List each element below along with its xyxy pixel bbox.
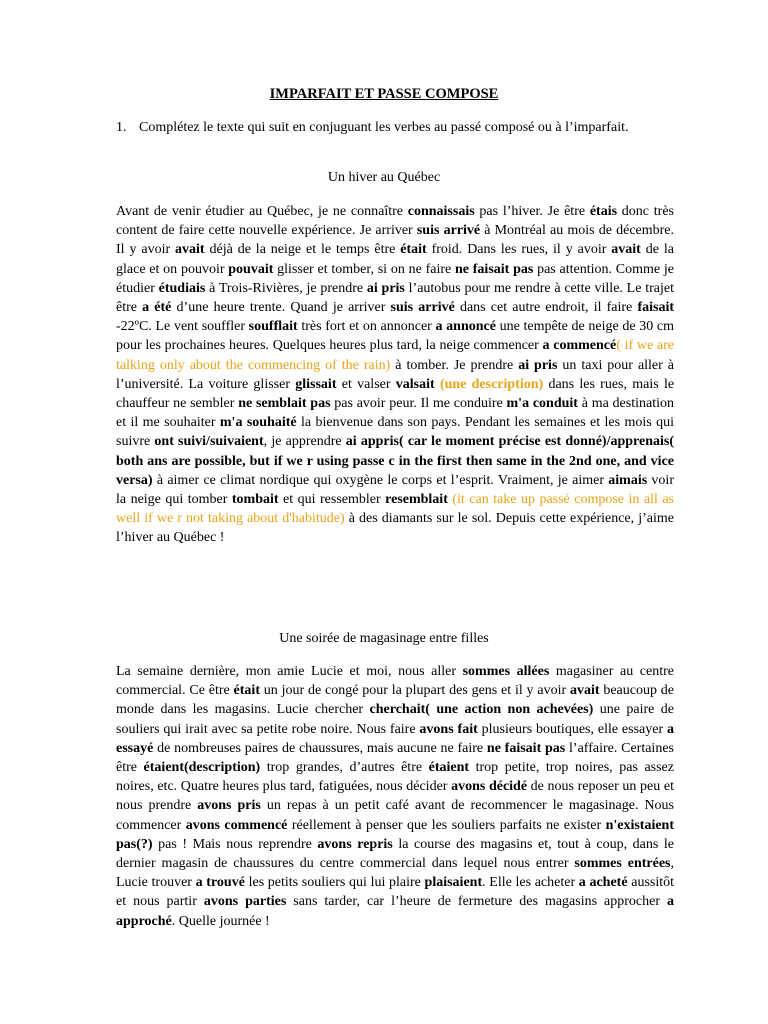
text-run: trop petite, trop noires, pas assez noires, etc. Quatre heures plus tard, fatiguées, nous décider [116, 760, 674, 795]
annotation-run: (une description) [439, 376, 544, 392]
answer-run: a acheté [578, 875, 628, 891]
answer-run: sommes allées [462, 664, 550, 679]
text-run: froid. Dans les rues, il y avoir [426, 242, 612, 258]
text-run: aussitôt et nous partir [116, 875, 675, 910]
text-run: , je apprendre [263, 434, 346, 450]
text-run: et valser [336, 376, 396, 392]
section2-paragraph [116, 662, 674, 931]
text-run: sans tarder, car l’heure de fermeture des magasins approcher [286, 894, 668, 910]
text-run: trop grandes, d’autres être [260, 760, 429, 776]
answer-run: a commencé [542, 338, 617, 354]
text-run: les petits souliers qui lui plaire [244, 875, 425, 891]
answer-run: a trouvé [195, 875, 245, 891]
answer-run: ai pris [366, 280, 405, 296]
instruction-text: Complétez le texte qui suit en conjuguant les verbes au passé composé ou à l’imparfait. [139, 120, 629, 135]
answer-run: ne faisait pas [455, 261, 534, 277]
text-run: beaucoup de monde dans les magasins. Lucie chercher [116, 683, 674, 718]
text-run: magasiner au centre commercial. Ce être [116, 664, 674, 699]
text-run: . Elle les acheter [482, 875, 579, 891]
answer-run: ont suivi/suivaient [154, 434, 264, 450]
answer-run: avait [175, 242, 205, 258]
text-run: plusieurs boutiques, elle essayer [477, 721, 667, 737]
answer-run: était [400, 242, 427, 258]
answer-run: étaient [428, 760, 470, 776]
document-title: IMPARFAIT ET PASSE COMPOSE [269, 86, 499, 102]
text-run: la bienvenue dans son pays. Pendant les semaines et les mois qui suivre [116, 415, 674, 450]
text-run: dans les rues, mais le chauffeur ne sembler [116, 376, 675, 412]
answer-run: pouvait [228, 261, 274, 277]
text-run: très fort et on annoncer [297, 319, 436, 335]
text-run: et qui ressembler [278, 492, 386, 508]
answer-run: avait [569, 683, 600, 699]
answer-run: aimais [608, 472, 648, 488]
answer-run: valsait [395, 376, 435, 392]
instruction-item [116, 118, 656, 137]
text-run: d’une heure trente. Quand je arriver [171, 300, 391, 316]
answer-run: resemblait [385, 492, 448, 508]
text-run: de nous reposer un peu et nous prendre [116, 779, 674, 814]
answer-run: était [233, 683, 260, 699]
answer-run: ai pris [518, 357, 558, 373]
answer-run: suis arrivé [416, 223, 481, 239]
answer-run: soufflait [248, 319, 298, 335]
text-run: une tempête de neige de 30 cm pour les prochaines heures. Quelques heures plus tard, la neige commencer [116, 319, 675, 354]
text-run: pas avoir peur. Il me conduire [330, 396, 507, 412]
answer-run: a essayé [116, 721, 674, 756]
answer-run: avons commencé [185, 817, 288, 833]
text-run: à ma destination et il me souhaiter [116, 396, 674, 431]
text-run: . Quelle journée ! [171, 913, 270, 929]
text-run: l’affaire. Certaines être [116, 740, 674, 776]
text-run: réellement à penser que les souliers parfaits ne exister [287, 817, 606, 833]
text-run: , Lucie trouver [116, 856, 675, 891]
answer-run: glissait [295, 376, 337, 392]
answer-run: avons décidé [451, 779, 528, 795]
annotation-run: (it can take up passé compose in all as well if we r not taking about d'habitude) [116, 492, 675, 527]
text-run: voir la neige qui tomber [116, 472, 674, 508]
answer-run: avons pris [197, 798, 261, 814]
text-run: à aimer ce climat nordique qui oxygène le corps et l’esprit. Vraiment, je aimer [152, 472, 609, 488]
text-run: glisser et tomber, si on ne faire [273, 261, 455, 277]
text-run: dans cet autre endroit, il faire [454, 300, 638, 316]
answer-run: avons repris [317, 836, 393, 852]
answer-run: a annoncé [435, 319, 496, 335]
annotation-run: ( if we are talking only about the commencing of the rain) [116, 338, 674, 373]
answer-run: tombait [231, 492, 279, 508]
text-run: pas l’hiver. Je être [474, 204, 590, 219]
section1-heading: Un hiver au Québec [327, 170, 441, 185]
text-run: à tomber. Je prendre [390, 357, 519, 373]
answer-run: avons parties [203, 894, 287, 910]
answer-run: ne semblait pas [238, 396, 331, 412]
text-run: un jour de congé pour la plupart des gens et il y avoir [259, 683, 570, 699]
text-run: l’autobus pour me rendre à cette ville. Le trajet être [116, 280, 674, 316]
text-run: pas attention. Comme je étudier [116, 261, 674, 296]
answer-run: cherchait( une action non achevées) [369, 702, 594, 718]
answer-run: m'a souhaité [219, 415, 297, 431]
text-run: la course des magasins et, tout à coup, dans le dernier magasin de chaussures du centre commercial dans lequel nous entrer [116, 836, 674, 872]
answer-run: n'existaient pas(?) [116, 817, 675, 852]
answer-run: faisait [637, 300, 674, 316]
text-run: Avant de venir étudier au Québec, je ne connaître [116, 204, 408, 219]
answer-run: ne faisait pas [486, 740, 566, 756]
text-run: un repas à un petit café avant de recommencer le magasinage. Nous commencer [116, 798, 675, 833]
answer-run: étaient(description) [143, 760, 261, 776]
answer-run: suis arrivé [390, 300, 455, 316]
answer-run: a été [142, 300, 172, 316]
answer-run: sommes entrées [574, 856, 671, 872]
text-run: -22ºC. Le vent souffler [116, 319, 249, 335]
text-run: à Montréal au mois de décembre. Il y avoir [116, 223, 675, 258]
text-run: donc très content de faire cette nouvelle expérience. Je arriver [116, 204, 674, 239]
section1-paragraph [116, 202, 674, 548]
answer-run: avait [611, 242, 641, 258]
text-run: un taxi pour aller à l’université. La voiture glisser [116, 357, 674, 392]
text-run: une paire de souliers qui irait avec sa petite robe noire. Nous faire [116, 702, 674, 737]
answer-run: m'a conduit [506, 396, 578, 412]
section2-heading: Une soirée de magasinage entre filles [279, 631, 489, 646]
answer-run: avons fait [419, 721, 478, 737]
text-run: à Trois-Rivières, je prendre [205, 280, 367, 296]
text-run: à des diamants sur le sol. Depuis cette expérience, j’aime l’hiver au Québec ! [116, 511, 674, 546]
text-run: de nombreuses paires de chaussures, mais aucune ne faire [153, 740, 487, 756]
text-run: déjà de la neige et le temps être [204, 242, 401, 258]
answer-run: connaissais [407, 204, 475, 219]
answer-run: a approché [116, 894, 675, 929]
answer-run: ai appris( car le moment précise est donné)/apprenais( both ans are possible, but if we r using passe c in the first then same in the 2nd one, and vice versa) [116, 434, 674, 488]
answer-run: étudiais [158, 280, 206, 296]
answer-run: étais [589, 204, 618, 219]
text-run: de la glace et on pouvoir [116, 242, 674, 277]
answer-run: plaisaient [424, 875, 483, 891]
text-run: pas ! Mais nous reprendre [152, 836, 318, 852]
instruction-number: 1. [116, 120, 127, 135]
text-run: La semaine dernière, mon amie Lucie et moi, nous aller [116, 664, 463, 679]
